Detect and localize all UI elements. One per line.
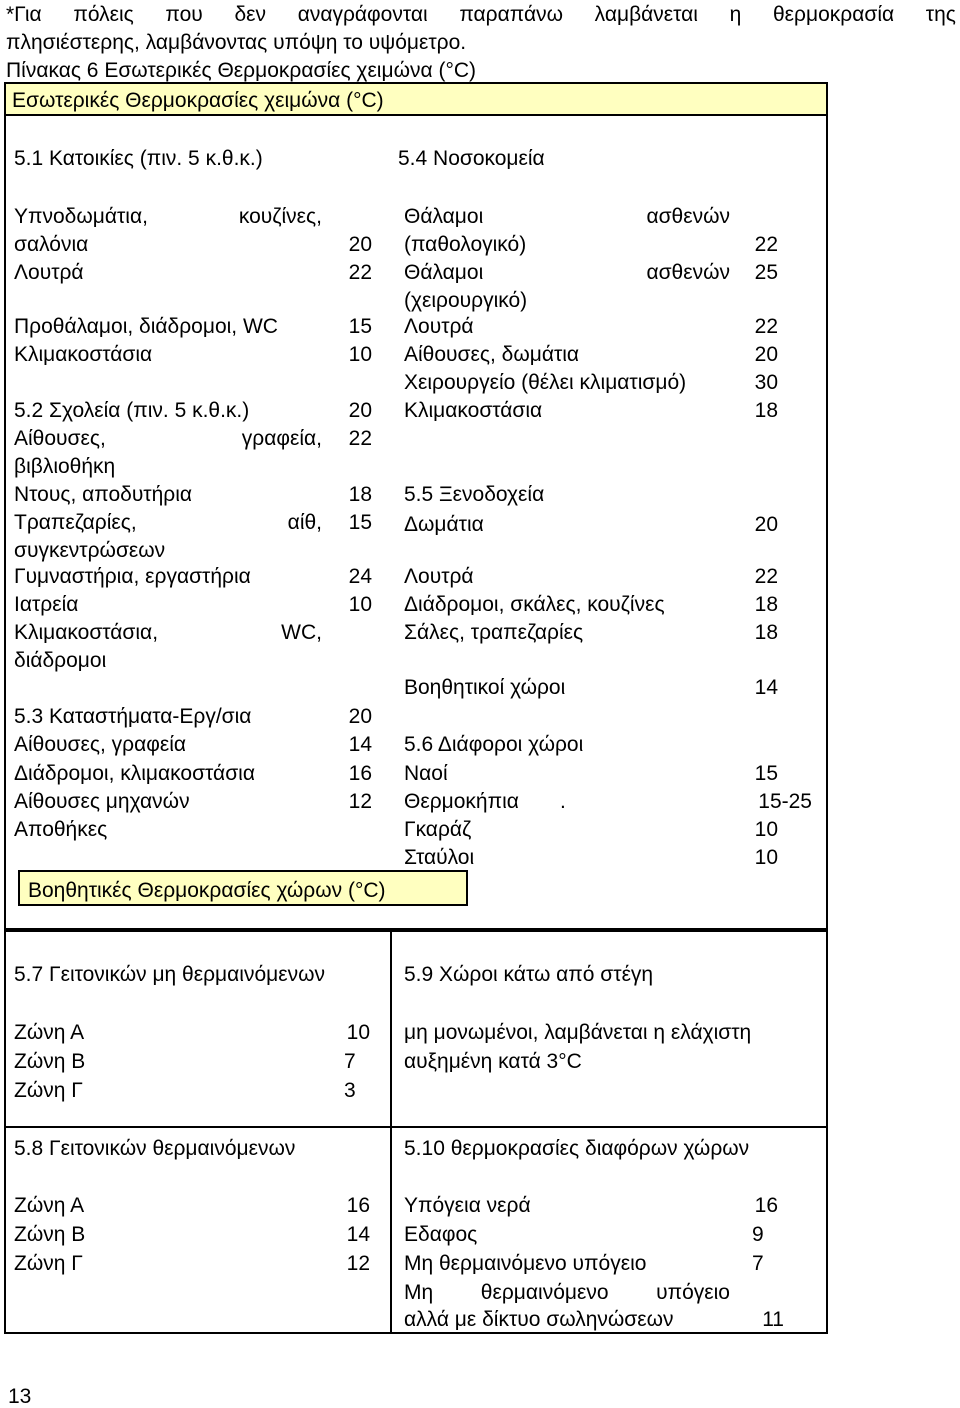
intro-word: της	[925, 3, 956, 26]
s54-row1a: Θάλαμοι ασθενών	[404, 205, 730, 228]
s52-row3-value: 15	[348, 511, 372, 534]
s58-zone-b: Ζώνη Β	[14, 1223, 86, 1246]
s54-row4-value: 20	[754, 343, 778, 366]
s510-row3-value: 7	[752, 1252, 764, 1275]
s55-row1: Δωμάτια	[404, 513, 484, 536]
s54-row2b: (χειρουργικό)	[404, 289, 528, 312]
s54-row6-value: 18	[754, 399, 778, 422]
s52-row6a: Κλιμακοστάσια, WC,	[14, 621, 322, 644]
s55-row5: Βοηθητικοί χώροι	[404, 676, 566, 699]
s57-zone-b-value: 7	[344, 1050, 356, 1073]
s53-title: 5.3 Καταστήματα-Εργ/σια	[14, 705, 252, 728]
s54-row3: Λουτρά	[404, 315, 474, 338]
s51-row2: Λουτρά	[14, 261, 84, 284]
s510-row4b: αλλά με δίκτυο σωληνώσεων	[404, 1308, 674, 1331]
s52-row5-value: 10	[348, 593, 372, 616]
s54-row2a: Θάλαμοι ασθενών	[404, 261, 730, 284]
s51-row1b: σαλόνια	[14, 233, 89, 256]
s58-zone-a: Ζώνη Α	[14, 1194, 85, 1217]
s54-row3-value: 22	[754, 315, 778, 338]
s510-title: 5.10 θερμοκρασίες διαφόρων χώρων	[404, 1137, 750, 1160]
s56-row4-value: 10	[754, 846, 778, 869]
s56-row2-dot: .	[560, 790, 566, 813]
intro-word: που	[165, 3, 203, 26]
intro-word: πόλεις	[73, 3, 134, 26]
s54-row6: Κλιμακοστάσια	[404, 399, 543, 422]
s58-title: 5.8 Γειτονικών θερμαινόμενων	[14, 1137, 296, 1160]
s510-row4a: Μη θερμαινόμενο υπόγειο	[404, 1281, 730, 1304]
indoor-header-cell	[4, 82, 828, 116]
s58-zone-c: Ζώνη Γ	[14, 1252, 83, 1275]
intro-line-2: πλησιέστερης, λαμβάνοντας υπόψη το υψόμετρο.	[6, 31, 467, 54]
s57-zone-c: Ζώνη Γ	[14, 1079, 83, 1102]
s58-zone-b-value: 14	[346, 1223, 370, 1246]
intro-word: παραπάνω	[459, 3, 563, 26]
s510-row2: Εδαφος	[404, 1223, 478, 1246]
s51-row3-value: 15	[348, 315, 372, 338]
s51-row1a: Υπνοδωμάτια, κουζίνες,	[14, 205, 322, 228]
s51-row1-value: 20	[348, 233, 372, 256]
s52-row3a: Τραπεζαρίες, αίθ,	[14, 511, 322, 534]
s57-zone-b: Ζώνη Β	[14, 1050, 86, 1073]
s59-line2: αυξημένη κατά 3°C	[404, 1050, 582, 1073]
s510-row2-value: 9	[752, 1223, 764, 1246]
s51-row4-value: 10	[348, 343, 372, 366]
s58-zone-a-value: 16	[346, 1194, 370, 1217]
s54-row2-value: 25	[754, 261, 778, 284]
s55-row2: Λουτρά	[404, 565, 474, 588]
s57-zone-a: Ζώνη Α	[14, 1021, 85, 1044]
s53-title-value: 20	[348, 705, 372, 728]
s52-row1a: Αίθουσες, γραφεία,	[14, 427, 322, 450]
s56-row2: Θερμοκήπια	[404, 790, 519, 813]
s52-row2-value: 18	[348, 483, 372, 506]
s55-row3: Διάδρομοι, σκάλες, κουζίνες	[404, 593, 665, 616]
s57-zone-c-value: 3	[344, 1079, 356, 1102]
intro-word: η	[729, 3, 742, 26]
s56-row3-value: 10	[754, 818, 778, 841]
s53-row2: Διάδρομοι, κλιμακοστάσια	[14, 762, 255, 785]
page-number: 13	[8, 1385, 32, 1408]
s51-row2-value: 22	[348, 261, 372, 284]
s53-row3-value: 12	[348, 790, 372, 813]
s56-row1: Ναοί	[404, 762, 448, 785]
auxiliary-header-cell	[18, 870, 468, 906]
s55-row2-value: 22	[754, 565, 778, 588]
s51-row4: Κλιμακοστάσια	[14, 343, 153, 366]
s55-row4-value: 18	[754, 621, 778, 644]
s54-row5-value: 30	[754, 371, 778, 394]
intro-line-1	[6, 4, 956, 25]
s54-row5: Χειρουργείο (θέλει κλιματισμό)	[404, 371, 687, 394]
s51-title: 5.1 Κατοικίες (πιν. 5 κ.θ.κ.)	[14, 147, 263, 170]
auxiliary-row-divider	[4, 1126, 828, 1128]
s56-row1-value: 15	[754, 762, 778, 785]
s510-row1: Υπόγεια νερά	[404, 1194, 531, 1217]
intro-word: αναγράφονται	[297, 3, 428, 26]
s52-title: 5.2 Σχολεία (πιν. 5 κ.θ.κ.)	[14, 399, 250, 422]
s510-row4-value: 11	[762, 1308, 784, 1331]
s55-row3-value: 18	[754, 593, 778, 616]
s53-row4: Αποθήκες	[14, 818, 108, 841]
s510-row1-value: 16	[754, 1194, 778, 1217]
s52-row5: Ιατρεία	[14, 593, 79, 616]
s52-row3b: συγκεντρώσεων	[14, 539, 166, 562]
intro-word: θερμοκρασία	[773, 3, 895, 26]
intro-word: λαμβάνεται	[594, 3, 698, 26]
s52-row6b: διάδρομοι	[14, 649, 107, 672]
s53-row3: Αίθουσες μηχανών	[14, 790, 190, 813]
s56-row4: Σταύλοι	[404, 846, 475, 869]
s55-row5-value: 14	[754, 676, 778, 699]
s52-row4-value: 24	[348, 565, 372, 588]
s56-row3: Γκαράζ	[404, 818, 472, 841]
s54-row1-value: 22	[754, 233, 778, 256]
s52-row1-value: 22	[348, 427, 372, 450]
intro-word: *Για	[6, 3, 42, 26]
intro-word: δεν	[234, 3, 267, 26]
s52-row1b: βιβλιοθήκη	[14, 455, 116, 478]
s56-title: 5.6 Διάφοροι χώροι	[404, 733, 584, 756]
indoor-header: Εσωτερικές Θερμοκρασίες χειμώνα (°C)	[12, 89, 384, 112]
s59-title: 5.9 Χώροι κάτω από στέγη	[404, 963, 654, 986]
s54-title: 5.4 Νοσοκομεία	[398, 147, 545, 170]
s52-row2: Ντους, αποδυτήρια	[14, 483, 193, 506]
s53-row1: Αίθουσες, γραφεία	[14, 733, 186, 756]
s53-row1-value: 14	[348, 733, 372, 756]
s52-row4: Γυμναστήρια, εργαστήρια	[14, 565, 251, 588]
auxiliary-column-divider	[390, 930, 392, 1334]
auxiliary-header: Βοηθητικές Θερμοκρασίες χώρων (°C)	[28, 879, 386, 902]
s58-zone-c-value: 12	[346, 1252, 370, 1275]
s54-row1b: (παθολογικό)	[404, 233, 527, 256]
s510-row3: Μη θερμαινόμενο υπόγειο	[404, 1252, 647, 1275]
s53-row2-value: 16	[348, 762, 372, 785]
s55-row1-value: 20	[754, 513, 778, 536]
s56-row2-value: 15-25	[758, 790, 812, 813]
s57-zone-a-value: 10	[346, 1021, 370, 1044]
s55-row4: Σάλες, τραπεζαρίες	[404, 621, 584, 644]
s54-row4: Αίθουσες, δωμάτια	[404, 343, 580, 366]
s55-title: 5.5 Ξενοδοχεία	[404, 483, 545, 506]
s57-title: 5.7 Γειτονικών μη θερμαινόμενων	[14, 963, 325, 986]
s59-line1: μη μονωμένοι, λαμβάνεται η ελάχιστη	[404, 1021, 752, 1044]
table-caption: Πίνακας 6 Εσωτερικές Θερμοκρασίες χειμώνα (°C)	[6, 59, 476, 82]
s51-row3: Προθάλαμοι, διάδρομοι, WC	[14, 315, 278, 338]
s52-title-value: 20	[348, 399, 372, 422]
